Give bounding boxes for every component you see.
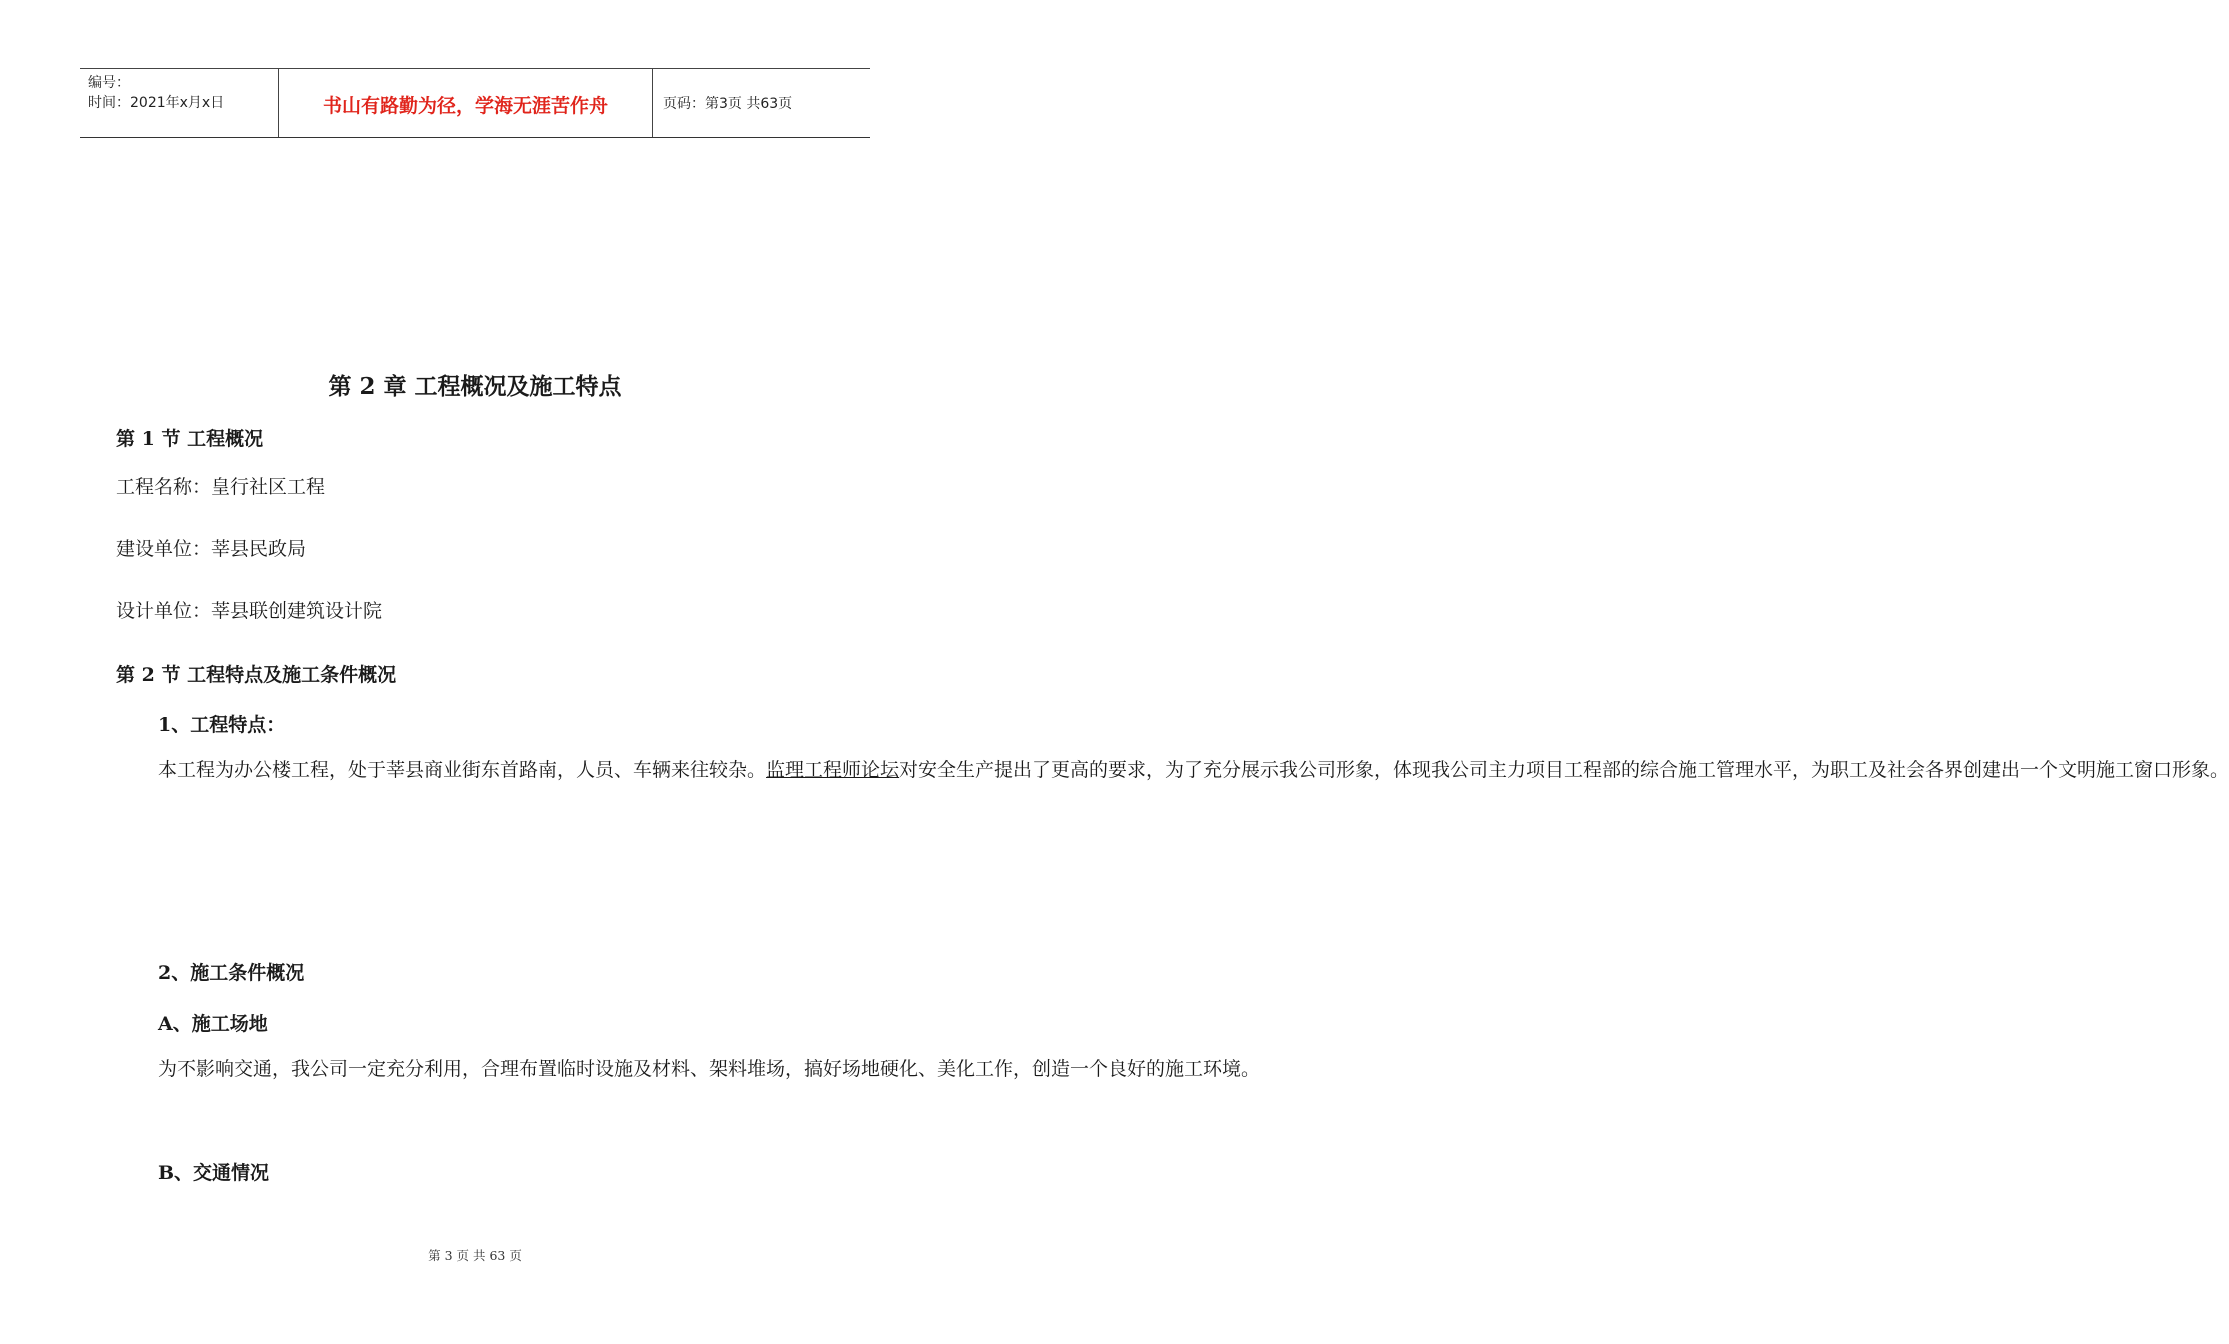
item-a-paragraph bbox=[116, 1044, 1261, 1094]
header-time: 时间：2021年x月x日 bbox=[88, 95, 225, 111]
item-2-title: 2、施工条件概况 bbox=[158, 962, 305, 984]
builder-unit: 建设单位：莘县民政局 bbox=[116, 538, 307, 560]
item-1-title: 1、工程特点： bbox=[158, 714, 286, 736]
designer-unit: 设计单位：莘县联创建筑设计院 bbox=[116, 600, 383, 622]
page-footer: 第 3 页 共 63 页 bbox=[428, 1248, 522, 1263]
header-motto: 书山有路勤为径，学海无涯苦作舟 bbox=[279, 69, 653, 137]
forum-link[interactable]: 监理工程师论坛 bbox=[766, 759, 900, 781]
header-page-info: 页码：第3页 共63页 bbox=[663, 96, 793, 112]
item-a-title: A、施工场地 bbox=[158, 1013, 268, 1035]
section-1-title: 第 1 节 工程概况 bbox=[116, 428, 264, 450]
chapter-title: 第 2 章 工程概况及施工特点 bbox=[328, 373, 622, 400]
section-2-title: 第 2 节 工程特点及施工条件概况 bbox=[116, 664, 397, 686]
header-number: 编号： bbox=[88, 75, 130, 91]
item-b-title: B、交通情况 bbox=[158, 1162, 270, 1184]
item-1-text-a: 本工程为办公楼工程，处于莘县商业街东首路南，人员、车辆来往较杂。 bbox=[158, 759, 767, 781]
project-name: 工程名称：皇行社区工程 bbox=[116, 476, 326, 498]
page-header bbox=[80, 68, 870, 138]
item-1-paragraph bbox=[116, 745, 2229, 795]
item-1-text-b: 对安全生产提出了更高的要求，为了充分展示我公司形象，体现我公司主力项目工程部的综合施工管理水平，为职工及社会各界创建出一个文明施工窗口形象。 bbox=[899, 759, 2229, 781]
header-meta bbox=[80, 69, 279, 137]
item-a-text: 为不影响交通，我公司一定充分利用，合理布置临时设施及材料、架料堆场，搞好场地硬化、美化工作，创造一个良好的施工环境。 bbox=[158, 1058, 1261, 1080]
